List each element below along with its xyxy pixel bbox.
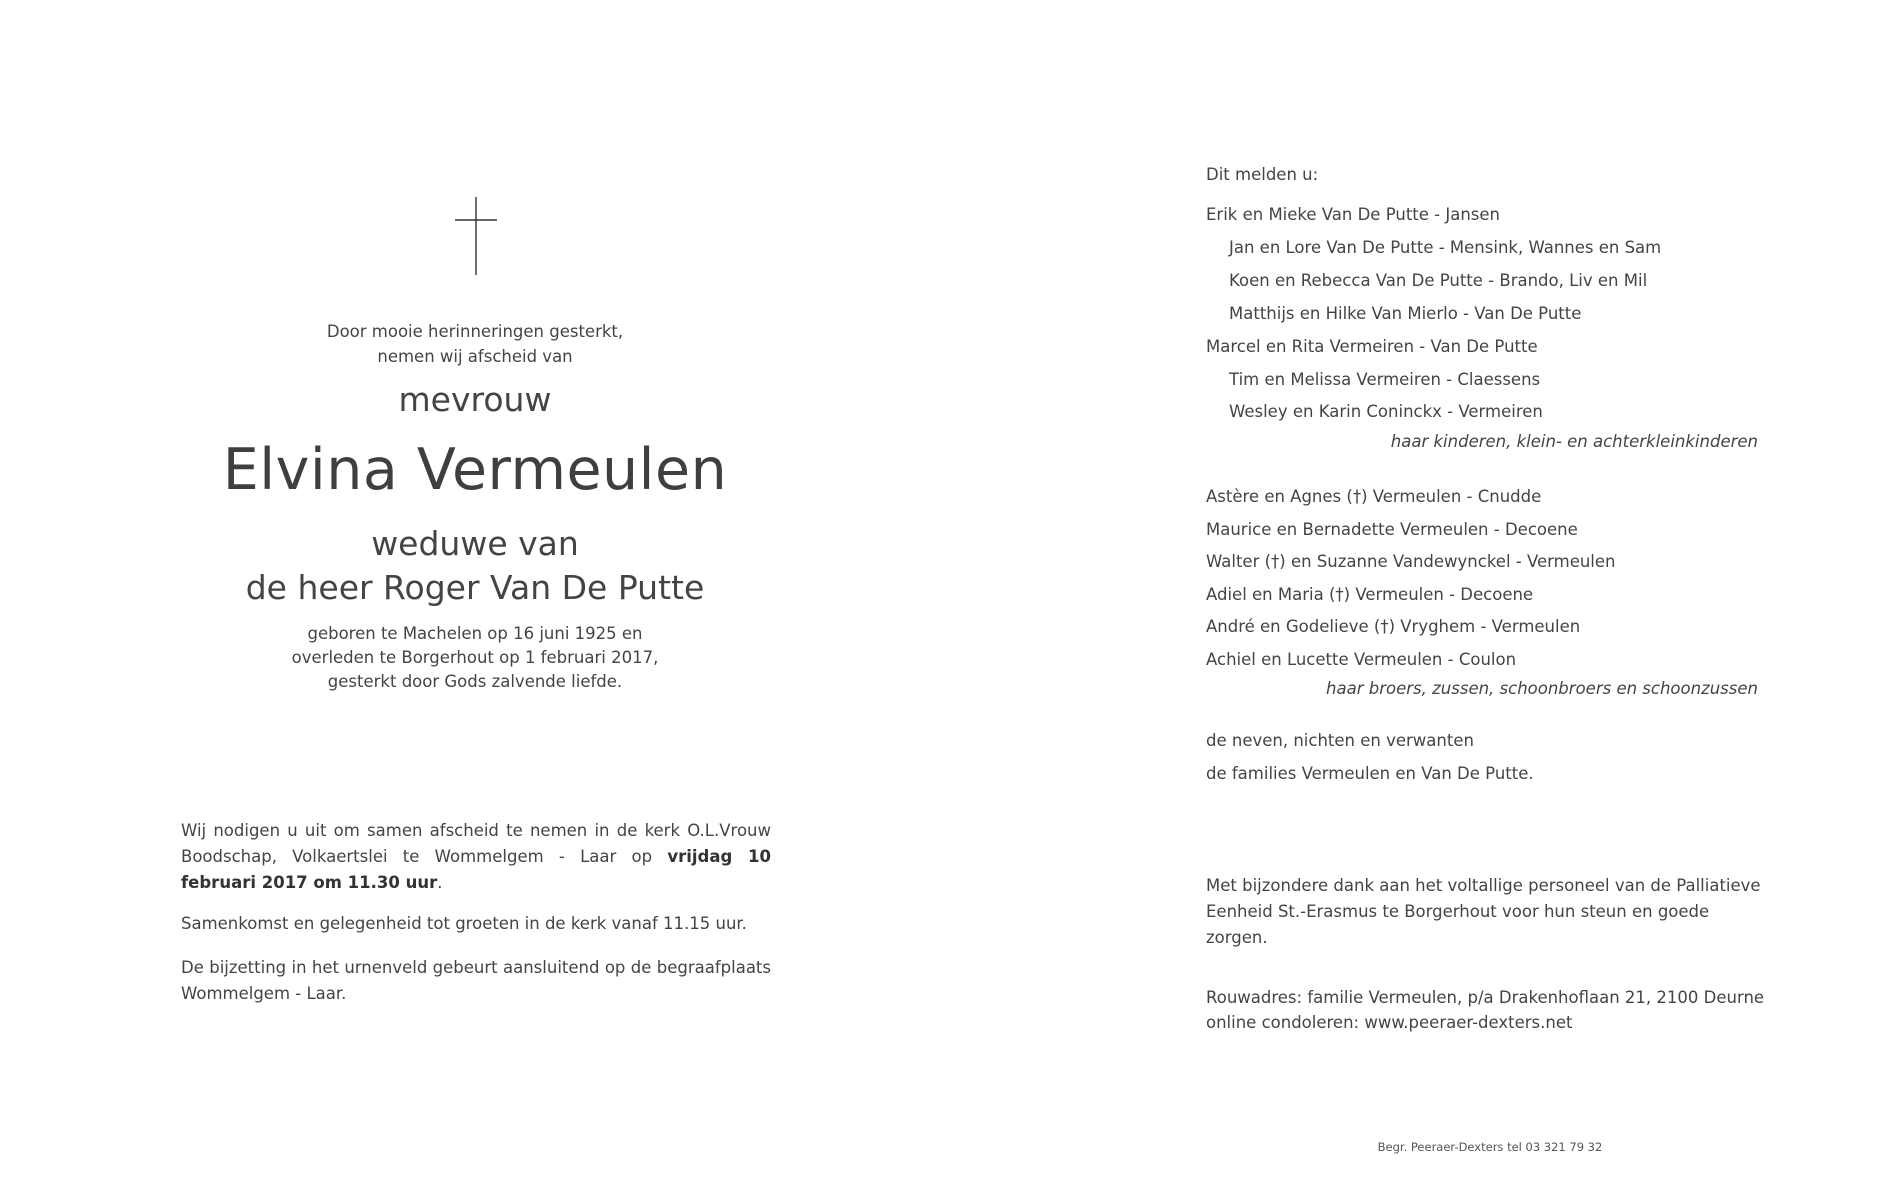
dates-line-3: gesterkt door Gods zalvende liefde. xyxy=(327,672,623,691)
cross-icon xyxy=(455,197,497,275)
family-children-item: Erik en Mieke Van De Putte - Jansen xyxy=(1206,205,1500,224)
gathering-paragraph: Samenkomst en gelegenheid tot groeten in de kerk vanaf 11.15 uur. xyxy=(181,914,747,933)
deceased-name: Elvina Vermeulen xyxy=(222,437,728,503)
family-siblings-item: Maurice en Bernadette Vermeulen - Decoene xyxy=(1206,520,1578,539)
families-line: de families Vermeulen en Van De Putte. xyxy=(1206,764,1534,783)
family-children-caption: haar kinderen, klein- en achterkleinkinderen xyxy=(1390,432,1758,451)
widow-of xyxy=(130,522,820,610)
widow-line-2: de heer Roger Van De Putte xyxy=(245,568,705,607)
life-dates xyxy=(180,622,770,694)
intro-line-1: Door mooie herinneringen gesterkt, xyxy=(326,322,624,341)
intro-line-2: nemen wij afscheid van xyxy=(377,347,573,366)
announce-label: Dit melden u: xyxy=(1206,165,1319,184)
thanks-paragraph: Met bijzondere dank aan het voltallige personeel van de Palliatieve Eenheid St.-Erasmus te Borgerhout voor hun steun en goede zorgen. xyxy=(1206,876,1761,947)
family-children-item: Matthijs en Hilke Van Mierlo - Van De Putte xyxy=(1229,304,1582,323)
honorific-title: mevrouw xyxy=(398,380,552,419)
widow-line-1: weduwe van xyxy=(371,524,579,563)
family-siblings-item: Adiel en Maria (†) Vermeulen - Decoene xyxy=(1206,585,1534,604)
intro-text xyxy=(180,319,770,369)
family-children-item: Wesley en Karin Coninckx - Vermeiren xyxy=(1229,402,1543,421)
family-children-item: Koen en Rebecca Van De Putte - Brando, Liv en Mil xyxy=(1229,271,1648,290)
relatives-line: de neven, nichten en verwanten xyxy=(1206,731,1474,750)
family-children-item: Marcel en Rita Vermeiren - Van De Putte xyxy=(1206,337,1538,356)
dates-line-2: overleden te Borgerhout op 1 februari 2017, xyxy=(291,648,659,667)
family-siblings-item: Walter (†) en Suzanne Vandewynckel - Vermeulen xyxy=(1206,552,1616,571)
funeral-home-footer: Begr. Peeraer-Dexters tel 03 321 79 32 xyxy=(1377,1140,1603,1154)
invitation-text: Wij nodigen u uit om samen afscheid te nemen in de kerk O.L.Vrouw Boodschap, Volkaertslei te Wommelgem - Laar op xyxy=(181,821,771,866)
invitation-paragraph xyxy=(181,818,771,896)
invitation-datetime: vrijdag 10 februari 2017 om 11.30 uur xyxy=(181,847,772,892)
family-siblings-item: Astère en Agnes (†) Vermeulen - Cnudde xyxy=(1206,487,1542,506)
online-condolences: online condoleren: www.peeraer-dexters.net xyxy=(1206,1013,1573,1032)
family-children-item: Jan en Lore Van De Putte - Mensink, Wannes en Sam xyxy=(1229,238,1662,257)
dates-line-1: geboren te Machelen op 16 juni 1925 en xyxy=(307,624,643,643)
family-children-item: Tim en Melissa Vermeiren - Claessens xyxy=(1229,370,1541,389)
mourning-address: Rouwadres: familie Vermeulen, p/a Drakenhoflaan 21, 2100 Deurne xyxy=(1206,988,1765,1007)
invitation-end: . xyxy=(437,873,443,892)
family-siblings-caption: haar broers, zussen, schoonbroers en schoonzussen xyxy=(1326,679,1758,698)
family-siblings-item: André en Godelieve (†) Vryghem - Vermeulen xyxy=(1206,617,1581,636)
family-siblings-item: Achiel en Lucette Vermeulen - Coulon xyxy=(1206,650,1517,669)
burial-paragraph: De bijzetting in het urnenveld gebeurt aansluitend op de begraafplaats Wommelgem - Laar. xyxy=(181,958,771,1003)
